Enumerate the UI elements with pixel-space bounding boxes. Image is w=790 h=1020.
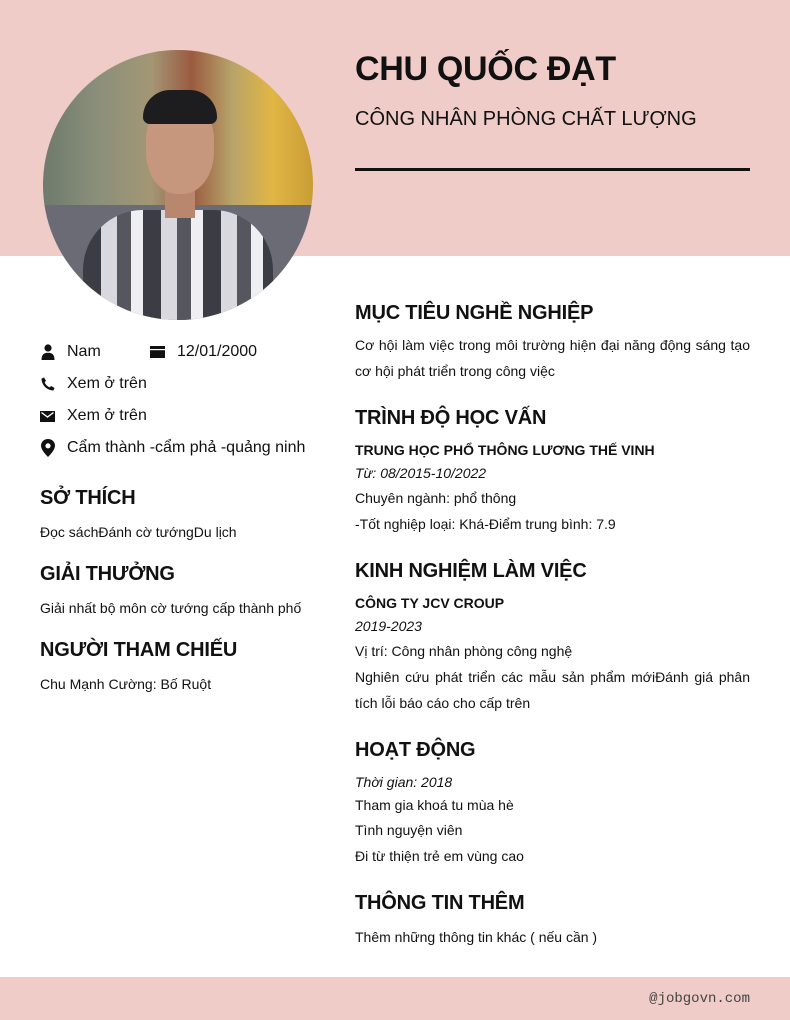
contact-address: [40, 439, 305, 457]
map-pin-icon: [40, 440, 55, 456]
envelope-icon: [40, 408, 55, 424]
references-title: NGƯỜI THAM CHIẾU: [40, 639, 238, 661]
objective-text: Cơ hội làm việc trong môi trường hiện đại năng động sáng tạo cơ hội phát triển trong công việc: [355, 337, 750, 379]
footer-watermark: @jobgovn.com: [649, 991, 750, 1007]
profile-photo: [43, 50, 313, 320]
experience-description: Nghiên cứu phát triển các mẫu sản phẩm mớiĐánh giá phân tích lỗi báo cáo cho cấp trên: [355, 669, 750, 711]
additional-text: Thêm những thông tin khác ( nếu cần ): [355, 929, 598, 945]
education-school: TRUNG HỌC PHỔ THÔNG LƯƠNG THẾ VINH: [355, 442, 655, 458]
email-value: Xem ở trên: [67, 407, 147, 424]
footer-band: [0, 977, 790, 1020]
references-text: Chu Mạnh Cường: Bố Ruột: [40, 676, 212, 692]
education-period: Từ: 08/2015-10/2022: [355, 465, 487, 481]
activities-line: Đi từ thiện trẻ em vùng cao: [355, 848, 524, 864]
activities-line: Tình nguyện viên: [355, 822, 463, 838]
additional-title: THÔNG TIN THÊM: [355, 892, 525, 914]
education-title: TRÌNH ĐỘ HỌC VẤN: [355, 407, 547, 429]
birthday-value: 12/01/2000: [177, 343, 258, 360]
person-icon: [40, 344, 55, 360]
awards-text: Giải nhất bộ môn cờ tướng cấp thành phố: [40, 600, 302, 616]
gender-value: Nam: [67, 343, 101, 360]
experience-company: CÔNG TY JCV CROUP: [355, 595, 505, 611]
contact-gender: [40, 343, 101, 361]
contact-email: [40, 407, 147, 425]
education-grade: -Tốt nghiệp loại: Khá-Điểm trung bình: 7.9: [355, 516, 616, 532]
candidate-name: CHU QUỐC ĐẠT: [355, 50, 616, 88]
title-divider: [355, 168, 750, 171]
activities-line: Tham gia khoá tu mùa hè: [355, 797, 514, 813]
job-title: CÔNG NHÂN PHÒNG CHẤT LƯỢNG: [355, 108, 697, 130]
activities-period: Thời gian: 2018: [355, 774, 453, 790]
photo-hair: [143, 90, 217, 124]
contact-birthday: [150, 343, 257, 361]
address-value: Cẩm thành -cẩm phả -quảng ninh: [67, 439, 306, 456]
awards-title: GIẢI THƯỞNG: [40, 563, 175, 585]
hobbies-title: SỞ THÍCH: [40, 487, 136, 509]
experience-title: KINH NGHIỆM LÀM VIỆC: [355, 560, 587, 582]
experience-period: 2019-2023: [355, 618, 422, 634]
objective-title: MỤC TIÊU NGHỀ NGHIỆP: [355, 302, 594, 324]
hobbies-text: Đọc sáchĐánh cờ tướngDu lịch: [40, 524, 237, 540]
contact-phone: [40, 375, 147, 393]
activities-title: HOẠT ĐỘNG: [355, 739, 476, 761]
phone-icon: [40, 376, 55, 392]
experience-position: Vị trí: Công nhân phòng công nghệ: [355, 643, 573, 659]
photo-shirt: [83, 210, 273, 320]
calendar-icon: [150, 344, 165, 360]
phone-value: Xem ở trên: [67, 375, 147, 392]
education-major: Chuyên ngành: phổ thông: [355, 490, 517, 506]
